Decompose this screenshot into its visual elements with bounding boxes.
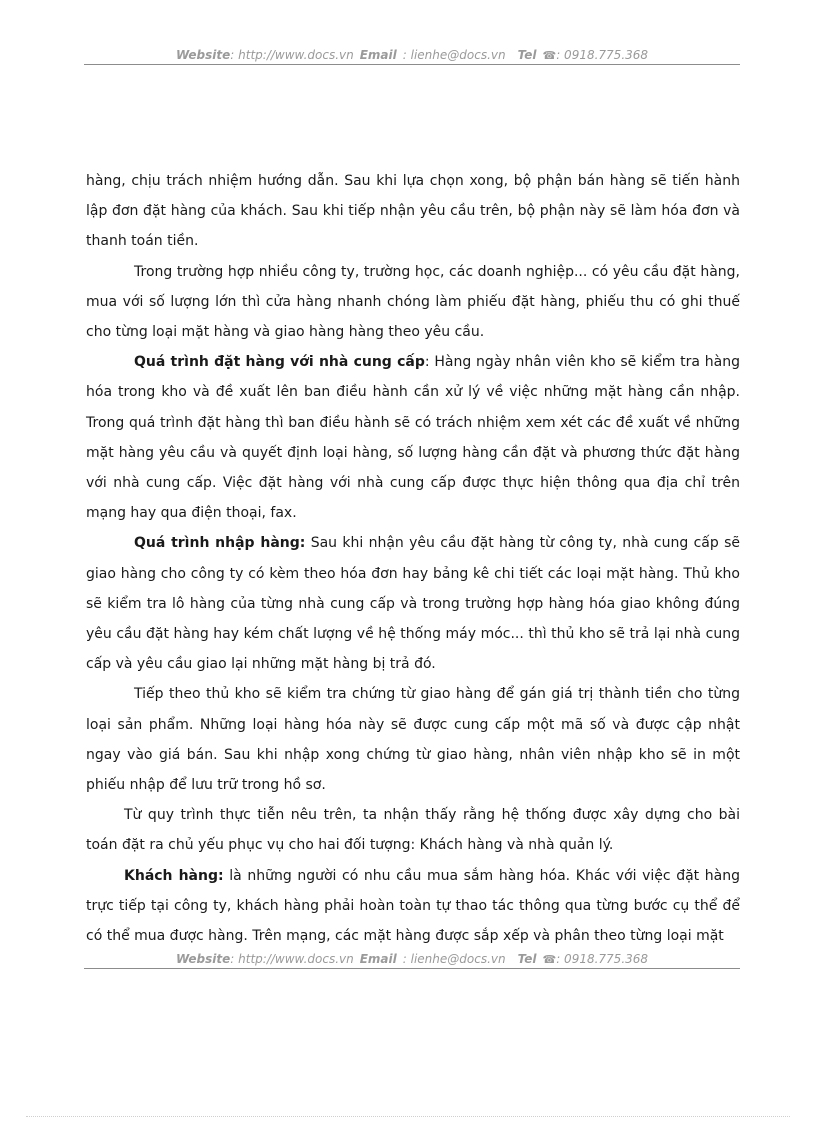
header-email-link[interactable]: : lienhe@docs.vn [402,48,506,62]
document-body [86,166,740,951]
paragraph-bulk-orders: Trong trường hợp nhiều công ty, trường học, các doanh nghiệp... có yêu cầu đặt hàng, mua với số lượng lớn thì cửa hàng nhanh chóng làm phiếu đặt hàng, phiếu thu có ghi thuế cho từng loại mặt hàng và giao hàng hàng theo yêu cầu. [86,263,740,341]
paragraph-goods-receipt [86,528,740,679]
header-website-label: Website [175,48,231,62]
footer-tel-value: : 0918.775.368 [556,952,649,966]
footer-email-label: Email [359,952,397,966]
footer-tel-label: Tel [517,952,537,966]
text-supplier-ordering: : Hàng ngày nhân viên kho sẽ kiểm tra hàng hóa trong kho và đề xuất lên ban điều hành cần xử lý về việc những mặt hàng cần nhập. Trong quá trình đặt hàng thì ban điều hành sẽ có trách nhiệm xem xét các đề xuất về những mặt hàng yêu cầu và quyết định loại hàng, số lượng hàng cần đặt và phương thức đặt hàng với nhà cung cấp. Việc đặt hàng với nhà cung cấp được thực hiện thông qua địa chỉ trên mạng hay qua điện thoại, fax. [86,354,740,522]
footer-website-link[interactable]: : http://www.docs.vn [230,952,354,966]
phone-icon: ☎ [542,953,557,966]
header-email-label: Email [359,48,397,62]
page-bottom-divider [26,1116,790,1117]
paragraph-supplier-ordering [86,347,740,528]
paragraph-stock-check: Tiếp theo thủ kho sẽ kiểm tra chứng từ giao hàng để gán giá trị thành tiền cho từng loại sản phẩm. Những loại hàng hóa này sẽ được cung cấp một mã số và được cập nhật ngay vào giá bán. Sau khi nhập xong chứng từ giao hàng, nhân viên nhập kho sẽ in một phiếu nhập để lưu trữ trong hồ sơ. [86,686,740,794]
page-header [84,46,740,65]
paragraph-customers [86,861,740,952]
header-tel-label: Tel [517,48,537,62]
page-footer [84,950,740,969]
text-goods-receipt: Sau khi nhận yêu cầu đặt hàng từ công ty, nhà cung cấp sẽ giao hàng cho công ty có kèm theo hóa đơn hay bảng kê chi tiết các loại mặt hàng. Thủ kho sẽ kiểm tra lô hàng của từng nhà cung cấp và trong trường hợp hàng hóa giao không đúng yêu cầu đặt hàng hay kém chất lượng về hệ thống máy móc... thì thủ kho sẽ trả lại nhà cung cấp và yêu cầu giao lại những mặt hàng bị trả đó. [86,535,740,673]
phone-icon: ☎ [542,49,557,62]
footer-email-link[interactable]: : lienhe@docs.vn [402,952,506,966]
footer-website-label: Website [175,952,231,966]
heading-supplier-ordering: Quá trình đặt hàng với nhà cung cấp [134,354,425,371]
paragraph-intro: hàng, chịu trách nhiệm hướng dẫn. Sau khi lựa chọn xong, bộ phận bán hàng sẽ tiến hành lập đơn đặt hàng của khách. Sau khi tiếp nhận yêu cầu trên, bộ phận này sẽ làm hóa đơn và thanh toán tiền. [86,173,740,250]
header-tel-value: : 0918.775.368 [556,48,649,62]
text-customers: là những người có nhu cầu mua sắm hàng hóa. Khác với việc đặt hàng trực tiếp tại công ty, khách hàng phải hoàn toàn tự thao tác thông qua từng bước cụ thể để có thể mua được hàng. Trên mạng, các mặt hàng được sắp xếp và phân theo từng loại mặt [86,867,740,945]
paragraph-system-summary: Từ quy trình thực tiễn nêu trên, ta nhận thấy rằng hệ thống được xây dựng cho bài toán đặt ra chủ yếu phục vụ cho hai đối tượng: Khách hàng và nhà quản lý. [86,807,740,854]
heading-goods-receipt: Quá trình nhập hàng: [134,535,306,552]
heading-customers: Khách hàng: [124,867,224,884]
header-website-link[interactable]: : http://www.docs.vn [230,48,354,62]
